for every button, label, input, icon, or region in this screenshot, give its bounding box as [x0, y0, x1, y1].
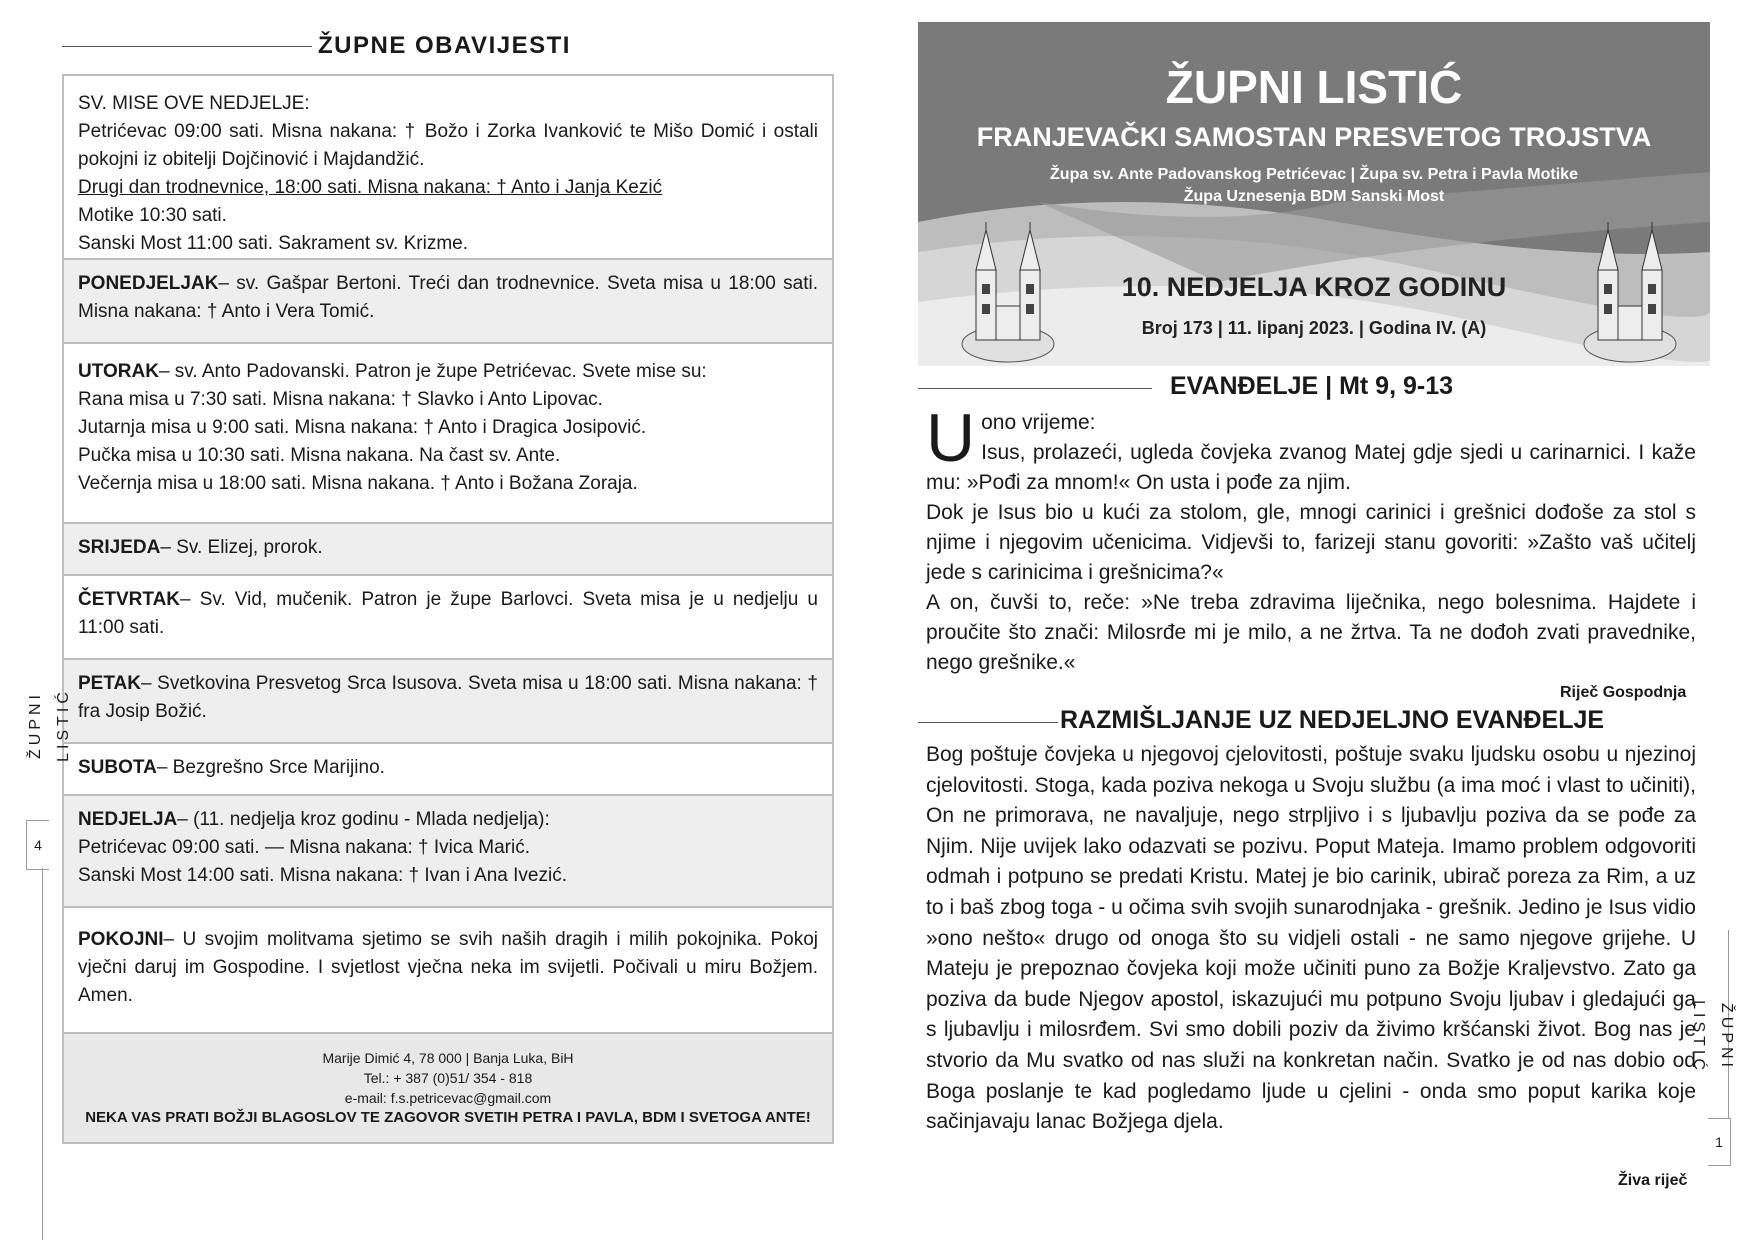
notice-tuesday	[62, 344, 834, 524]
reflection-source: Živa riječ	[1618, 1172, 1688, 1189]
gospel-source: Riječ Gospodnja	[1560, 684, 1687, 701]
side-label-text: ŽUPNI LISTIĆ	[27, 688, 72, 762]
blessing: NEKA VAS PRATI BOŽJI BLAGOSLOV TE ZAGOVOR SVETIH PETRA I PAVLA, BDM I SVETOGA ANTE!	[85, 1109, 811, 1126]
email: e-mail: f.s.petricevac@gmail.com	[344, 1090, 552, 1106]
gospel-paragraph: Dok je Isus bio u kući za stolom, gle, mnogi carinici i grešnici dođoše za stol s njime i njegovim učenicima. Vidjevši to, farizeji stanu govoriti: »Zašto vaš učitelj jede s carinicima i grešnicima?«	[926, 501, 1696, 584]
notices-list	[62, 74, 834, 1144]
masthead-banner	[918, 22, 1710, 366]
notice-day: ČETVRTAK	[78, 589, 181, 610]
notice-text: – Sv. Elizej, prorok.	[160, 537, 323, 558]
gospel-first-line: ono vrijeme:	[981, 411, 1096, 434]
margin-rule-left	[42, 868, 43, 1240]
notice-line: Sanski Most 14:00 sati. Misna nakana: † Ivan i Ana Ivezić.	[78, 865, 567, 886]
notice-line: Petrićevac 09:00 sati. Misna nakana: † Božo i Zorka Ivanković te Mišo Domić i ostali pokojni iz obitelji Dojčinović i Majdandžić.	[78, 121, 818, 170]
gospel-rule	[918, 388, 1152, 389]
liturgical-sunday: 10. NEDJELJA KROZ GODINU	[1121, 272, 1507, 302]
notice-sunday-masses	[62, 74, 834, 260]
side-label-text: ŽUPNI LISTIĆ	[1690, 1000, 1735, 1074]
parishes-line-2: Župa Uznesenja BDM Sanski Most	[1183, 188, 1445, 205]
notice-text: – Svetkovina Presvetog Srca Isusova. Sveta misa u 18:00 sati. Misna nakana: † fra Josip Božić.	[78, 673, 818, 722]
notice-day: UTORAK	[78, 361, 159, 382]
notice-deceased	[62, 908, 834, 1034]
gospel-title: EVANĐELJE | Mt 9, 9-13	[1170, 372, 1453, 400]
phone: Tel.: + 387 (0)51/ 354 - 818	[363, 1070, 533, 1086]
notices-title: ŽUPNE OBAVIJESTI	[318, 32, 571, 59]
page-number-left: 4	[26, 820, 49, 870]
header-rule	[62, 46, 312, 47]
notice-saturday	[62, 744, 834, 796]
notice-line: Večernja misa u 18:00 sati. Misna nakana. † Anto i Božana Zoraja.	[78, 473, 638, 494]
notice-day: PETAK	[78, 673, 141, 694]
notice-wednesday	[62, 524, 834, 576]
address: Marije Dimić 4, 78 000 | Banja Luka, BiH	[322, 1050, 574, 1066]
gospel-paragraph: Isus, prolazeći, ugleda čovjeka zvanog Matej gdje sjedi u carinarnici. I kaže mu: »Pođi za mnom!« On usta i pođe za njim.	[926, 441, 1696, 494]
notice-line: Rana misa u 7:30 sati. Misna nakana: † Slavko i Anto Lipovac.	[78, 389, 603, 410]
notice-day: SRIJEDA	[78, 537, 161, 558]
parishes-line-1: Župa sv. Ante Padovanskog Petrićevac | Župa sv. Petra i Pavla Motike	[1050, 166, 1578, 183]
contact-footer	[62, 1034, 834, 1144]
notice-text: – (11. nedjelja kroz godinu - Mlada nedjelja):	[177, 809, 550, 830]
gospel-text	[926, 400, 1696, 678]
notice-text: – Bezgrešno Srce Marijino.	[156, 757, 385, 778]
notice-text: – sv. Gašpar Bertoni. Treći dan trodnevnice. Sveta misa u 18:00 sati. Misna nakana: † Anto i Vera Tomić.	[78, 273, 818, 322]
side-label-left	[22, 655, 72, 795]
monastery-name: FRANJEVAČKI SAMOSTAN PRESVETOG TROJSTVA	[976, 122, 1652, 152]
notice-next-sunday	[62, 796, 834, 908]
notice-thursday	[62, 576, 834, 660]
notice-day: POKOJNI	[78, 929, 164, 950]
side-label-right	[1690, 962, 1740, 1112]
page-number-right: 1	[1708, 1118, 1731, 1166]
reflection-rule	[918, 722, 1058, 723]
notice-line: Sanski Most 11:00 sati. Sakrament sv. Krizme.	[78, 233, 468, 254]
issue-info: Broj 173 | 11. lipanj 2023. | Godina IV. (A)	[1141, 318, 1487, 338]
notice-text: – U svojim molitvama sjetimo se svih naših dragih i milih pokojnika. Pokoj vječni daruj im Gospodine. I svjetlost vječna neka im svijetli. Počivali u miru Božjem. Amen.	[78, 929, 818, 1006]
reflection-title: RAZMIŠLJANJE UZ NEDJELJNO EVANĐELJE	[1060, 706, 1605, 734]
notice-line: Jutarnja misa u 9:00 sati. Misna nakana: † Anto i Dragica Josipović.	[78, 417, 647, 438]
notice-text: – Sv. Vid, mučenik. Patron je župe Barlovci. Sveta misa je u nedjelju u 11:00 sati.	[78, 589, 818, 638]
notice-friday	[62, 660, 834, 744]
notice-day: SV. MISE OVE NEDJELJE:	[78, 93, 310, 114]
gospel-paragraph: A on, čuvši to, reče: »Ne treba zdravima liječnika, nego bolesnima. Hajdete i proučite što znači: Milosrđe mi je milo, a ne žrtva. Ta ne dođoh zvati pravednike, nego grešnike.«	[926, 591, 1696, 674]
bulletin-title: ŽUPNI LISTIĆ	[1165, 61, 1463, 113]
notice-day: PONEDJELJAK	[78, 273, 219, 294]
notice-line: Drugi dan trodnevnice, 18:00 sati. Misna nakana: † Anto i Janja Kezić	[78, 177, 663, 198]
notice-line: Motike 10:30 sati.	[78, 205, 227, 226]
notice-text: – sv. Anto Padovanski. Patron je župe Petrićevac. Svete mise su:	[158, 361, 707, 382]
notice-day: SUBOTA	[78, 757, 157, 778]
notice-monday	[62, 260, 834, 344]
reflection-text: Bog poštuje čovjeka u njegovoj cjelovitosti, poštuje svaku ljudsku osobu u njezinoj cjelovitosti. Stoga, kada poziva nekoga u Svoju službu (a ima moć i vlast to učiniti), On ne primorava, ne navaljuje, nego strpljivo i s ljubavlju poziva da se pođe za Njim. Nije uvijek lako odazvati se pozivu. Poput Mateja. Imamo problem odgovoriti odmah i potpuno se predati Kristu. Matej je bio carinik, ubirač poreza za Rim, a uz to i baš zbog toga - u očima svih svojih sunarodnjaka - grešnik. Jedino je Isus vidio »ono nešto« drugo od onoga što su vidjeli ostali - ne samo njegove grijehe. U Mateju je prepoznao čovjeka koji može učiniti puno za Božje Kraljevstvo. Zato ga poziva da bude Njegov apostol, iskazujući mu potpuno Svoju ljubav i gledajući ga s ljubavlju i milosrđem. Svi smo dobili poziv da živimo kršćanski život. Bog nas je stvorio da Mu svatko od nas služi na konkretan način. Svatko je od nas dobio od Boga poslanje te kad pogledamo ljude u cjelini - onda smo poput karika koje sačinjavaju lanac Božjega djela.	[926, 743, 1696, 1134]
notice-line: Pučka misa u 10:30 sati. Misna nakana. Na čast sv. Ante.	[78, 445, 561, 466]
dropcap: U	[926, 400, 976, 476]
notice-day: NEDJELJA	[78, 809, 178, 830]
notice-line: Petrićevac 09:00 sati. — Misna nakana: † Ivica Marić.	[78, 837, 530, 858]
